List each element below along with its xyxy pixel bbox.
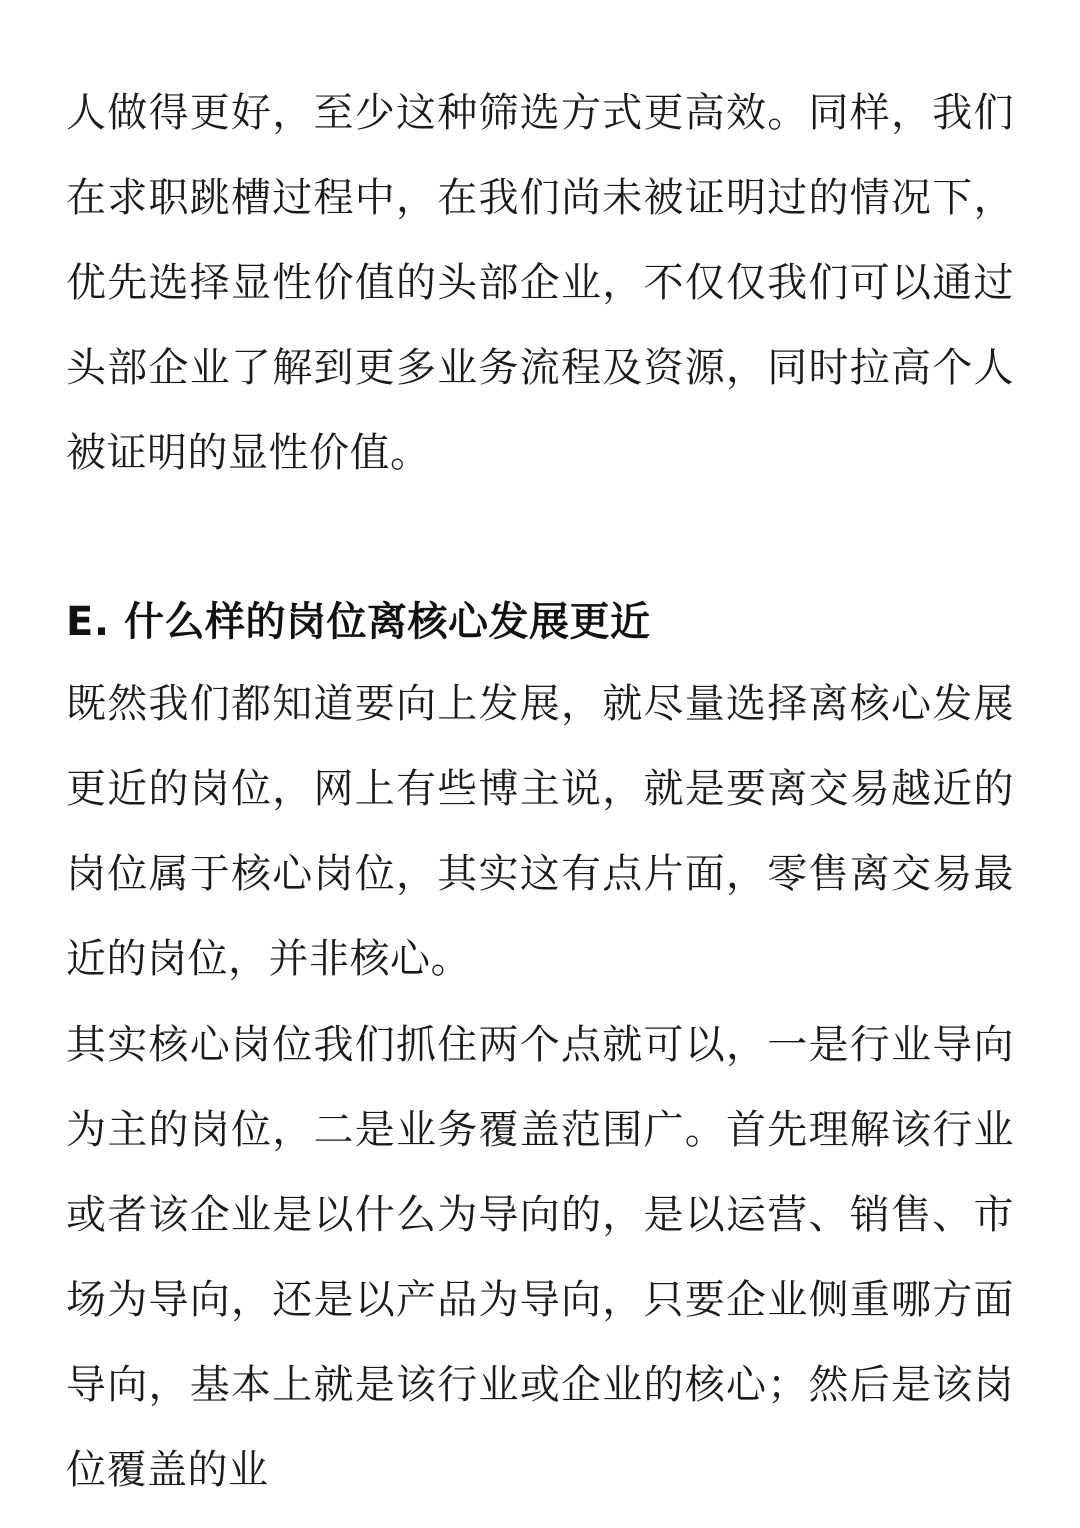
section-heading: E. 什么样的岗位离核心发展更近 — [66, 599, 651, 645]
article-paragraph-1: 人做得更好，至少这种筛选方式更高效。同样，我们在求职跳槽过程中，在我们尚未被证明过的情况下，优先选择显性价值的头部企业，不仅仅我们可以通过头部企业了解到更多业务流程及资源，同时拉高个人被证明的显性价值。 — [66, 90, 1014, 476]
article-paragraph-2: 既然我们都知道要向上发展，就尽量选择离核心发展更近的岗位，网上有些博主说，就是要离交易越近的岗位属于核心岗位，其实这有点片面，零售离交易最近的岗位，并非核心。 — [66, 681, 1014, 982]
article-paragraph-3: 其实核心岗位我们抓住两个点就可以，一是行业导向为主的岗位，二是业务覆盖范围广。首先理解该行业或者该企业是以什么为导向的，是以运营、销售、市场为导向，还是以产品为导向，只要企业侧重哪方面导向，基本上就是该行业或企业的核心；然后是该岗位覆盖的业 — [66, 1022, 1014, 1493]
